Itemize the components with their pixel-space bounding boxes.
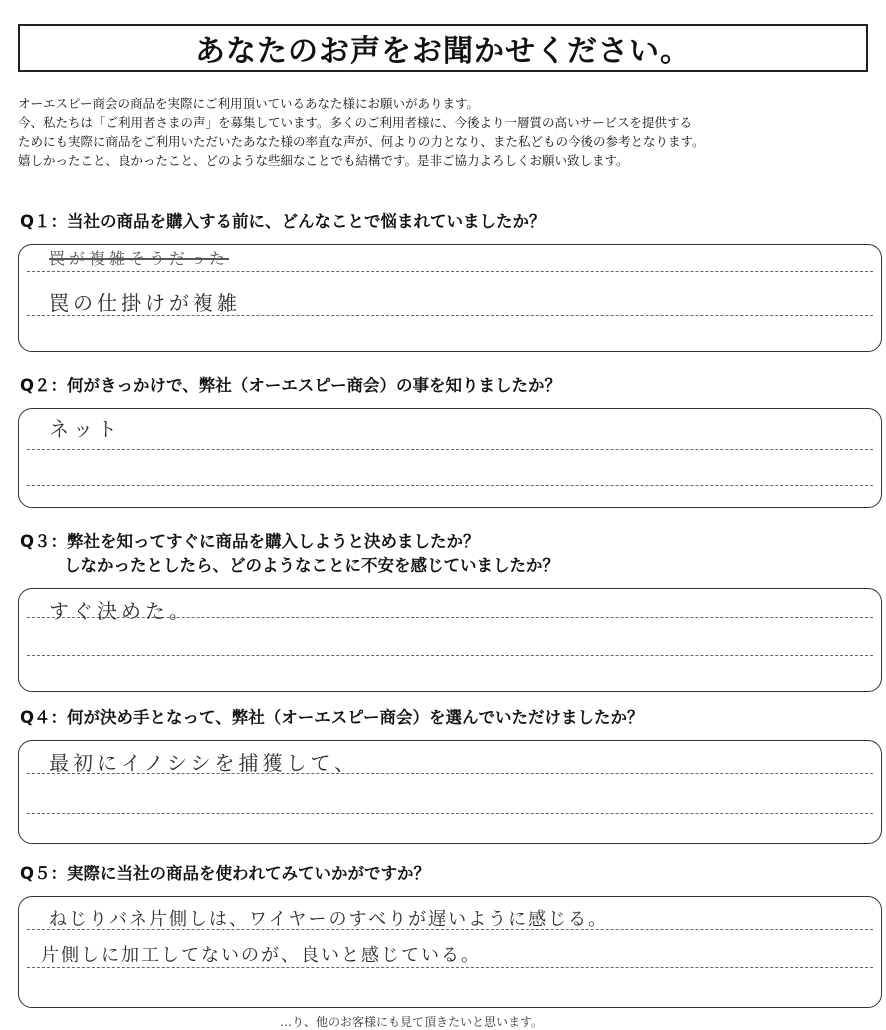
question-5: Q５：実際に当社の商品を使われてみていかがですか？: [20, 864, 431, 883]
question-1: Q１：当社の商品を購入する前に、どんなことで悩まれていましたか？: [20, 212, 546, 231]
intro-line: ためにも実際に商品をご利用いただいたあなた様の率直な声が、何よりの力となり、また私どもの今後の参考となります。: [18, 134, 705, 149]
answer-4-text: 最初にイノシシを捕獲して、: [49, 751, 359, 775]
answer-box-5[interactable]: [18, 896, 882, 1008]
intro-line: 今、私たちは「ご利用者さまの声」を募集しています。多くのご利用者様に、今後より一層質の高いサービスを提供する: [18, 115, 693, 130]
footer-note: …り、他のお客様にも見て頂きたいと思います。: [280, 1015, 544, 1029]
answer-1-struck: 罠が複雑そうだった: [49, 249, 230, 268]
answer-2-text: ネット: [49, 417, 121, 441]
answer-box-1[interactable]: [18, 244, 882, 352]
intro-text: [18, 94, 878, 170]
answer-1-text: 罠の仕掛けが複雑: [49, 291, 241, 315]
answer-box-2[interactable]: [18, 408, 882, 508]
answer-box-3[interactable]: [18, 588, 882, 692]
question-3: [20, 530, 880, 578]
question-3-line1: Q３：弊社を知ってすぐに商品を購入しようと決めましたか？: [20, 532, 480, 551]
title-banner: [18, 24, 868, 72]
intro-line: オーエスピー商会の商品を実際にご利用頂いているあなた様にお願いがあります。: [18, 96, 480, 111]
question-4: Q４：何が決め手となって、弊社（オーエスピー商会）を選んでいただけましたか？: [20, 708, 644, 727]
answer-box-4[interactable]: [18, 740, 882, 844]
intro-line: 嬉しかったこと、良かったこと、どのような些細なことでも結構です。是非ご協力よろしくお願い致します。: [18, 153, 629, 168]
page-title: あなたのお声をお聞かせください。: [195, 34, 691, 69]
question-2: Q２：何がきっかけで、弊社（オーエスピー商会）の事を知りましたか？: [20, 376, 562, 395]
answer-5-line2: 片側しに加工してないのが、良いと感じている。: [41, 945, 481, 966]
answer-5-line1: ねじりバネ片側しは、ワイヤーのすべりが遅いように感じる。: [49, 909, 609, 930]
question-3-line2: しなかったとしたら、どのようなことに不安を感じていましたか？: [64, 556, 559, 575]
answer-3-text: すぐ決めた。: [49, 599, 193, 623]
